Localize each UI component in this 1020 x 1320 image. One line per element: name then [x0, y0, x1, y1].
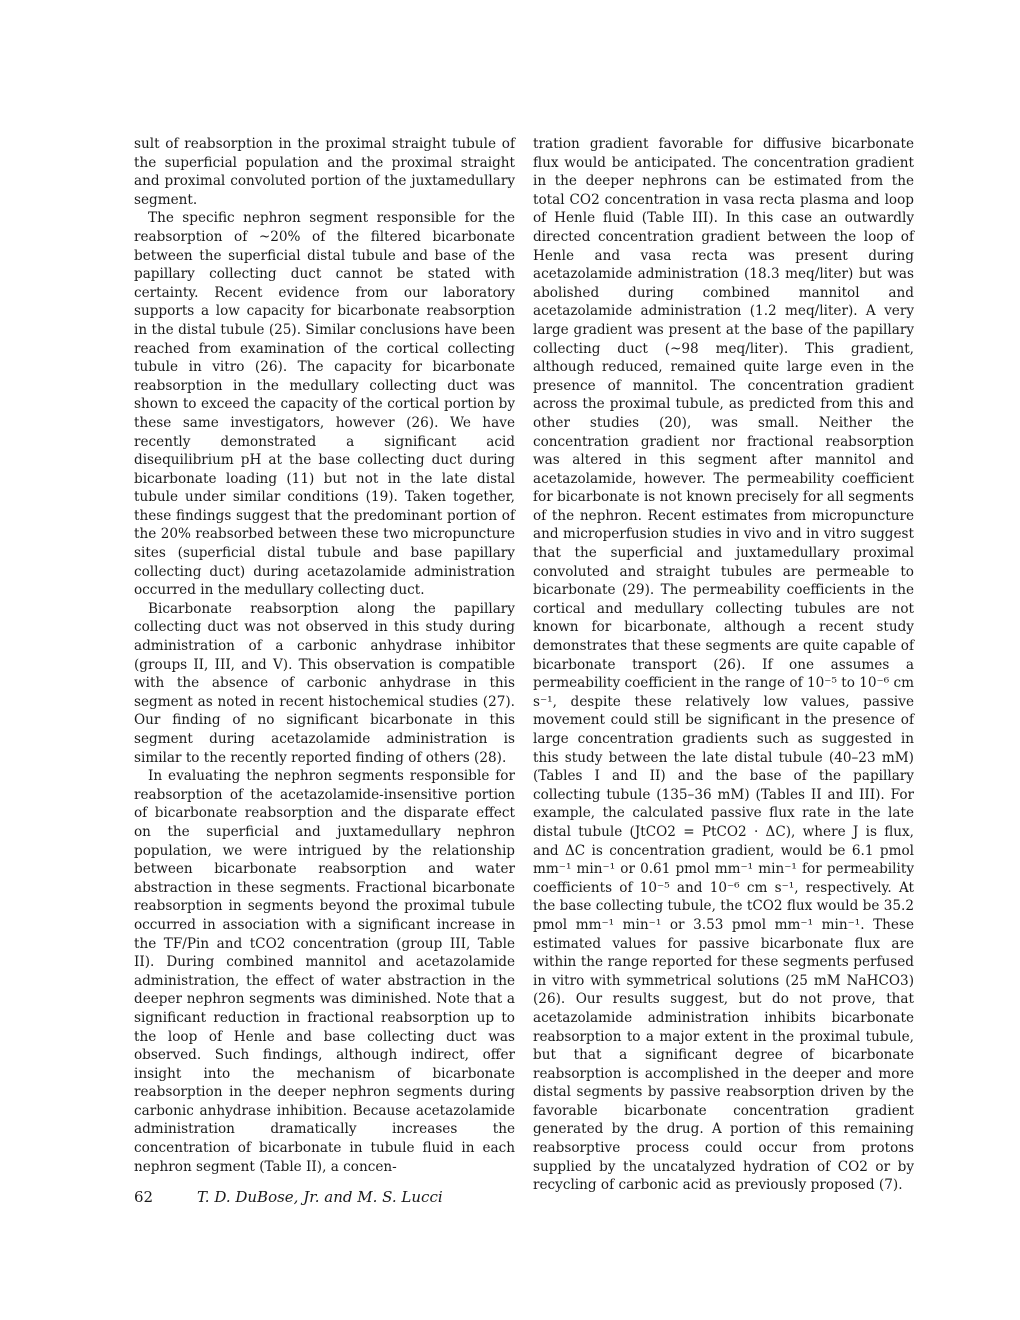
paragraph: sult of reabsorption in the proximal straight tubule of the superficial population and the proximal straight and proximal convoluted portion of the juxtamedullary segment. [134, 136, 515, 208]
paragraph: Bicarbonate reabsorption along the papillary collecting duct was not observed in this study during administration of a carbonic anhydrase inhibitor (groups II, III, and V). This observation is compatible with the absence of carbonic anhydrase in this segment as noted in recent histochemical studies (27). Our finding of no significant bicarbonate in this segment during acetazolamide administration is similar to the recently reported finding of others (28). [134, 600, 515, 766]
left-column [134, 135, 515, 1176]
page-number: 62 [134, 1188, 154, 1206]
running-footer-authors: T. D. DuBose, Jr. and M. S. Lucci [197, 1188, 443, 1206]
paragraph: The specific nephron segment responsible for the reabsorption of ~20% of the filtered bicarbonate between the superficial distal tubule and base of the papillary collecting duct cannot be stated with certainty. Recent evidence from our laboratory supports a low capacity for bicarbonate reabsorption in the distal tubule (25). Similar conclusions have been reached from examination of the cortical collecting tubule in vitro (26). The capacity for bicarbonate reabsorption in the medullary collecting duct was shown to exceed the capacity of the cortical portion by these same investigators, however (26). We have recently demonstrated a significant acid disequilibrium pH at the base collecting duct during bicarbonate loading (11) but not in the late distal tubule under similar conditions (19). Taken together, these findings suggest that the predominant portion of the 20% reabsorbed between these two micropuncture sites (superficial distal tubule and base papillary collecting duct) during acetazolamide administration occurred in the medullary collecting duct. [134, 210, 515, 599]
right-column [533, 135, 914, 1195]
paragraph: In evaluating the nephron segments responsible for reabsorption of the acetazolamide-insensitive portion of bicarbonate reabsorption and the disparate effect on the superficial and juxtamedullary nephron population, we were intrigued by the relationship between bicarbonate reabsorption and water abstraction in these segments. Fractional bicarbonate reabsorption in segments beyond the proximal tubule occurred in association with a significant increase in the TF/Pin and tCO2 concentration (group III, Table II). During combined mannitol and acetazolamide administration, the effect of water abstraction in the deeper nephron segments was diminished. Note that a significant reduction in fractional reabsorption up to the loop of Henle and base collecting duct was observed. Such findings, although indirect, offer insight into the mechanism of bicarbonate reabsorption in the deeper nephron segments during carbonic anhydrase inhibition. Because acetazolamide administration dramatically increases the concentration of bicarbonate in tubule fluid in each nephron segment (Table II), a concen- [134, 768, 515, 1175]
paragraph: tration gradient favorable for diffusive bicarbonate flux would be anticipated. The concentration gradient in the deeper nephrons can be estimated from the total CO2 concentration in vasa recta plasma and loop of Henle fluid (Table III). In this case an outwardly directed concentration gradient between the loop of Henle and vasa recta was present during acetazolamide administration (18.3 meq/liter) but was abolished during combined mannitol and acetazolamide administration (1.2 meq/liter). A very large gradient was present at the base of the papillary collecting duct (~98 meq/liter). This gradient, although reduced, remained quite large even in the presence of mannitol. The concentration gradient across the proximal tubule, as predicted from this and other studies (20), was small. Neither the concentration gradient nor fractional reabsorption was altered in this segment after mannitol and acetazolamide, however. The permeability coefficient for bicarbonate is not known precisely for all segments of the nephron. Recent estimates from micropuncture and microperfusion studies in vivo and in vitro suggest that the superficial and juxtamedullary proximal convoluted and straight tubules are permeable to bicarbonate (29). The permeability coefficients in the cortical and medullary collecting tubules are not known for bicarbonate, although a recent study demonstrates that these segments are quite capable of bicarbonate transport (26). If one assumes a permeability coefficient in the range of 10⁻⁵ to 10⁻⁶ cm s⁻¹, despite these relatively low values, passive movement could still be significant in the presence of large concentration gradients such as suggested in this study between the late distal tubule (40–23 mM) (Tables I and II) and the base of the papillary collecting tubule (135–36 mM) (Tables II and III). For example, the calculated passive flux rate in the late distal tubule (JtCO2 = PtCO2 · ΔC), where J is flux, and ΔC is concentration gradient, would be 6.1 pmol mm⁻¹ min⁻¹ or 0.61 pmol mm⁻¹ min⁻¹ for permeability coefficients of 10⁻⁵ and 10⁻⁶ cm s⁻¹, respectively. At the base collecting tubule, the tCO2 flux would be 35.2 pmol mm⁻¹ min⁻¹ or 3.53 pmol mm⁻¹ min⁻¹. These estimated values for passive bicarbonate flux are within the range reported for these segments perfused in vitro with symmetrical solutions (25 mM NaHCO3) (26). Our results suggest, but do not prove, that acetazolamide administration inhibits bicarbonate reabsorption to a major extent in the proximal tubule, but that a significant degree of bicarbonate reabsorption is accomplished in the deeper and more distal segments by passive reabsorption driven by the favorable bicarbonate concentration gradient generated by the drug. A portion of this remaining reabsorptive process could occur from protons supplied by the uncatalyzed hydration of CO2 or by recycling of carbonic acid as previously proposed (7). [533, 136, 914, 1194]
